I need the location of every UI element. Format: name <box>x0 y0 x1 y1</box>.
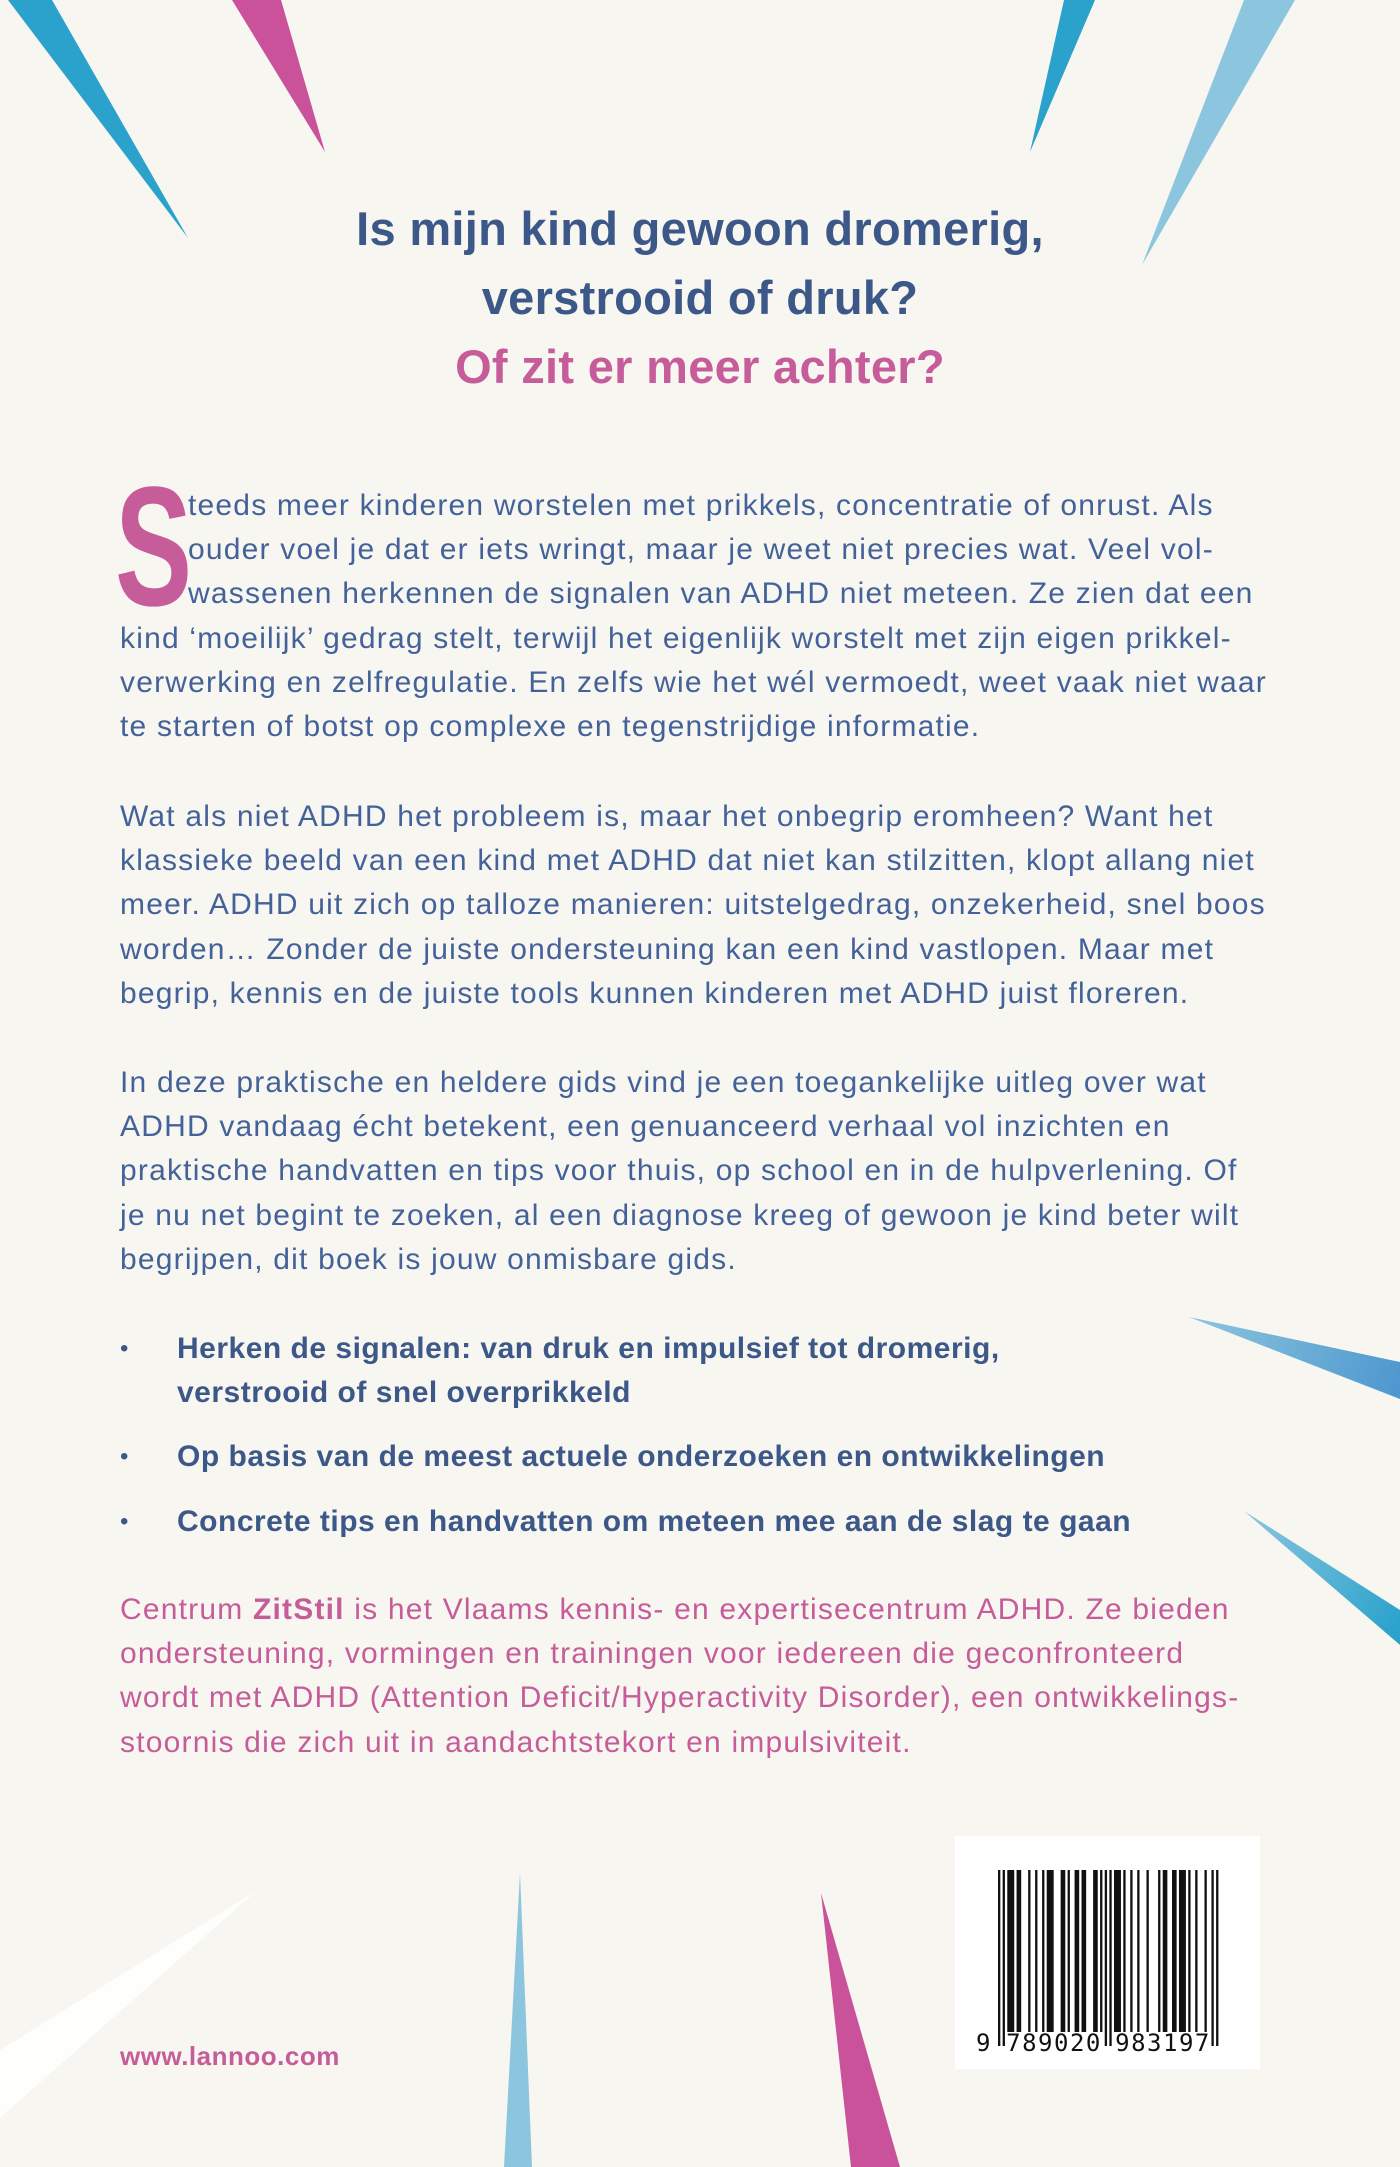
headline <box>0 194 1400 401</box>
intro-paragraph <box>120 484 1290 749</box>
paragraph-line <box>120 1588 1290 1632</box>
bullet-line: Concrete tips en handvatten om meteen mee aan de slag te gaan <box>177 1505 1132 1538</box>
paragraph-line: stoornis die zich uit in aandachtstekort en impulsiviteit. <box>120 1725 912 1759</box>
paragraph-line: begrip, kennis en de juiste tools kunnen kinderen met ADHD juist floreren. <box>120 976 1190 1010</box>
barcode-bar <box>1100 1870 1102 2032</box>
barcode-guard-bar <box>998 1870 1000 2046</box>
paragraph-line: klassieke beeld van een kind met ADHD dat niet kan stilzitten, klopt allang niet <box>120 844 1255 878</box>
paragraph-line: ADHD vandaag écht betekent, een genuanceerd verhaal vol inzichten en <box>120 1110 1171 1144</box>
paragraph-line: je nu net begint te zoeken, al een diagnose kreeg of gewoon je kind beter wilt <box>120 1198 1240 1232</box>
isbn-barcode <box>955 1836 1260 2069</box>
third-paragraph <box>120 1061 1290 1282</box>
bullet-item <box>120 1327 1290 1415</box>
paragraph-line: verwerking en zelfregulatie. En zelfs wie het wél vermoedt, weet vaak niet waar <box>120 665 1267 699</box>
bullet-line: verstrooid of snel overprikkeld <box>177 1376 631 1410</box>
barcode-bar <box>1146 1870 1148 2032</box>
paragraph-line: begrijpen, dit boek is jouw onmisbare gids. <box>120 1242 737 1276</box>
barcode-bar <box>1195 1870 1197 2032</box>
barcode-bar <box>1075 1870 1080 2032</box>
barcode-digits-left: 789020 <box>1006 2029 1102 2057</box>
barcode-guard-bar <box>1105 1870 1107 2046</box>
paragraph-line: wassenen herkennen de signalen van ADHD niet meteen. Ze zien dat een <box>188 577 1254 611</box>
bullet-line: Herken de signalen: van druk en impulsief tot dromerig, <box>177 1332 1000 1365</box>
barcode-bar <box>1017 1870 1022 2032</box>
barcode-bar <box>1028 1870 1030 2032</box>
barcode-guard-bar <box>1216 1870 1218 2046</box>
barcode-bar <box>1061 1870 1066 2032</box>
spike-bottom-pink <box>821 1893 900 2167</box>
paragraph-line: wordt met ADHD (Attention Deficit/Hyperactivity Disorder), een ontwikkelings- <box>120 1681 1240 1715</box>
barcode-guard-bar <box>1003 1870 1005 2046</box>
about-suffix: is het Vlaams kennis- en expertisecentrum ADHD. Ze bieden <box>344 1593 1230 1626</box>
paragraph-line: ouder voel je dat er iets wringt, maar je weet niet precies wat. Veel vol- <box>188 533 1214 567</box>
bullet-text <box>177 1500 1290 1544</box>
barcode-bar <box>1123 1870 1125 2032</box>
barcode-bar <box>1007 1870 1014 2032</box>
barcode-bar <box>1093 1870 1098 2032</box>
paragraph-line: In deze praktische en heldere gids vind je een toegankelijke uitleg over wat <box>120 1066 1207 1099</box>
barcode-bar <box>1114 1870 1121 2032</box>
headline-line: Is mijn kind gewoon dromerig, <box>356 202 1044 255</box>
about-prefix: Centrum <box>120 1593 253 1626</box>
barcode-bars <box>998 1870 1219 2046</box>
publisher-website: www.lannoo.com <box>120 2041 340 2071</box>
barcode-bar <box>1163 1870 1168 2032</box>
barcode-bar <box>1042 1870 1044 2032</box>
paragraph-line: te starten of botst op complexe en tegenstrijdige informatie. <box>120 709 981 743</box>
headline-subline: Of zit er meer achter? <box>455 340 945 393</box>
bullet-dot-icon: • <box>120 1335 129 1362</box>
barcode-bar <box>1047 1870 1054 2032</box>
barcode-bar <box>1137 1870 1139 2032</box>
bullet-line: Op basis van de meest actuele onderzoeken en ontwikkelingen <box>177 1440 1106 1473</box>
barcode-bar <box>1035 1870 1037 2032</box>
barcode-bar <box>1158 1870 1160 2032</box>
spike-bottom-left-white <box>0 1891 256 2118</box>
barcode-guard-bar <box>1109 1870 1111 2046</box>
spike-top-left-pink <box>232 0 325 152</box>
second-paragraph <box>120 795 1290 1016</box>
spike-top-right-blue <box>1030 0 1095 152</box>
headline-line: verstrooid of druk? <box>481 271 919 324</box>
paragraph-line: meer. ADHD uit zich op talloze manieren: uitstelgedrag, onzekerheid, snel boos <box>120 888 1266 922</box>
bullet-item <box>120 1435 1290 1479</box>
drop-cap: S <box>115 452 193 642</box>
barcode-bar <box>1188 1870 1190 2032</box>
barcode-digit-first: 9 <box>976 2029 992 2057</box>
barcode-bar <box>1172 1870 1177 2032</box>
paragraph-line: teeds meer kinderen worstelen met prikkels, concentratie of onrust. Als <box>188 489 1214 522</box>
barcode-bar <box>1068 1870 1070 2032</box>
paragraph-line: praktische handvatten en tips voor thuis, op school en in de hulpverlening. Of <box>120 1154 1238 1188</box>
barcode-digits-right: 983197 <box>1115 2029 1211 2057</box>
bullet-dot-icon: • <box>120 1508 129 1535</box>
spike-bottom-light-blue <box>504 1873 532 2167</box>
barcode-bar <box>1082 1870 1087 2032</box>
bullet-text <box>177 1435 1290 1479</box>
paragraph-line: Wat als niet ADHD het probleem is, maar het onbegrip eromheen? Want het <box>120 800 1214 833</box>
paragraph-line: ondersteuning, vormingen en trainingen voor iedereen die geconfronteerd <box>120 1637 1185 1671</box>
bullet-text <box>177 1327 1290 1415</box>
paragraph-line: kind ‘moeilijk’ gedrag stelt, terwijl het eigenlijk worstelt met zijn eigen prikkel- <box>120 621 1232 655</box>
paragraph-line: worden… Zonder de juiste ondersteuning kan een kind vastlopen. Maar met <box>120 932 1215 966</box>
barcode-guard-bar <box>1211 1870 1213 2046</box>
barcode-bar <box>1179 1870 1186 2032</box>
barcode-bar <box>1130 1870 1132 2032</box>
bullet-dot-icon: • <box>120 1443 129 1470</box>
bullet-item <box>120 1500 1290 1544</box>
brand-name: ZitStil <box>252 1593 345 1626</box>
about-paragraph <box>120 1588 1290 1765</box>
barcode-bar <box>1204 1870 1206 2032</box>
